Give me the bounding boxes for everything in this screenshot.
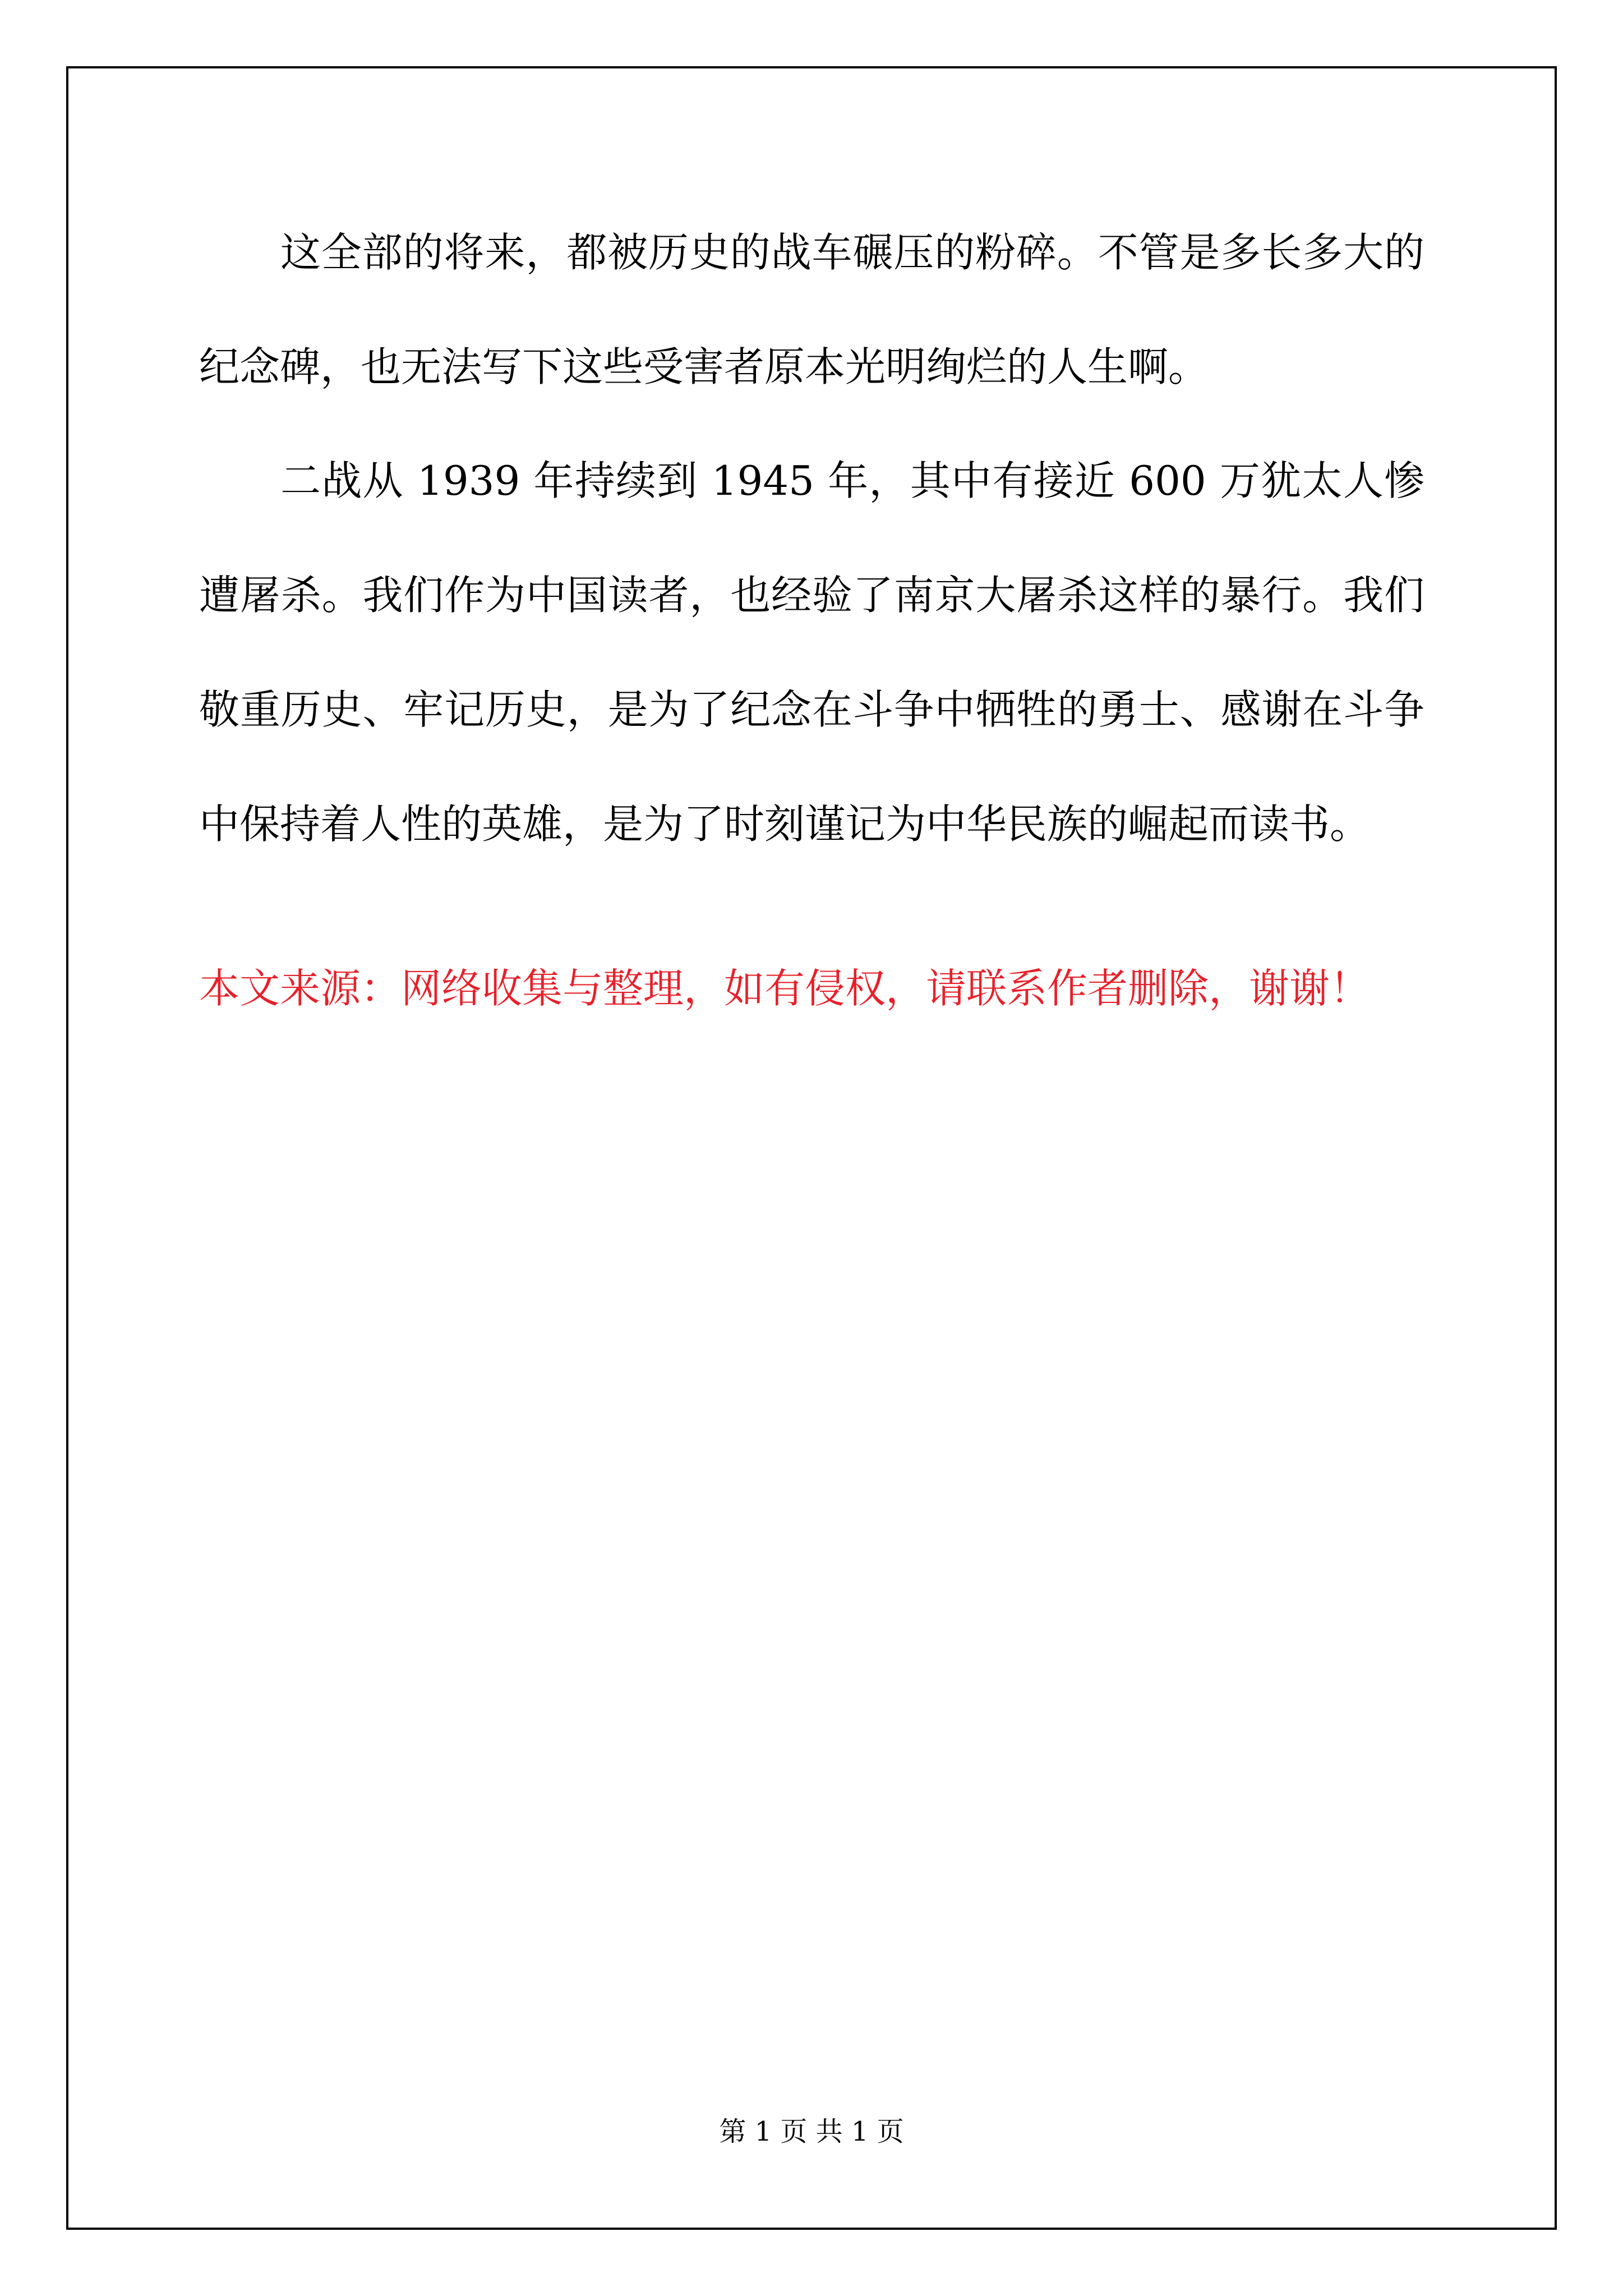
paragraph-1: 这全部的将来，都被历史的战车碾压的粉碎。不管是多长多大的纪念碑，也无法写下这些受害者原本光明绚烂的人生啊。: [199, 229, 1424, 390]
paragraph-2: 二战从 1939 年持续到 1945 年，其中有接近 600 万犹太人惨遭屠杀。我们作为中国读者，也经验了南京大屠杀这样的暴行。我们敬重历史、牢记历史，是为了纪念在斗争中牺牲的勇士、感谢在斗争中保持着人性的英雄，是为了时刻谨记为中华民族的崛起而读书。: [199, 457, 1424, 848]
page-number-footer: 第 1 页 共 1 页: [719, 2116, 904, 2147]
source-note: 本文来源：网络收集与整理，如有侵权，请联系作者删除，谢谢！: [199, 965, 1371, 1012]
